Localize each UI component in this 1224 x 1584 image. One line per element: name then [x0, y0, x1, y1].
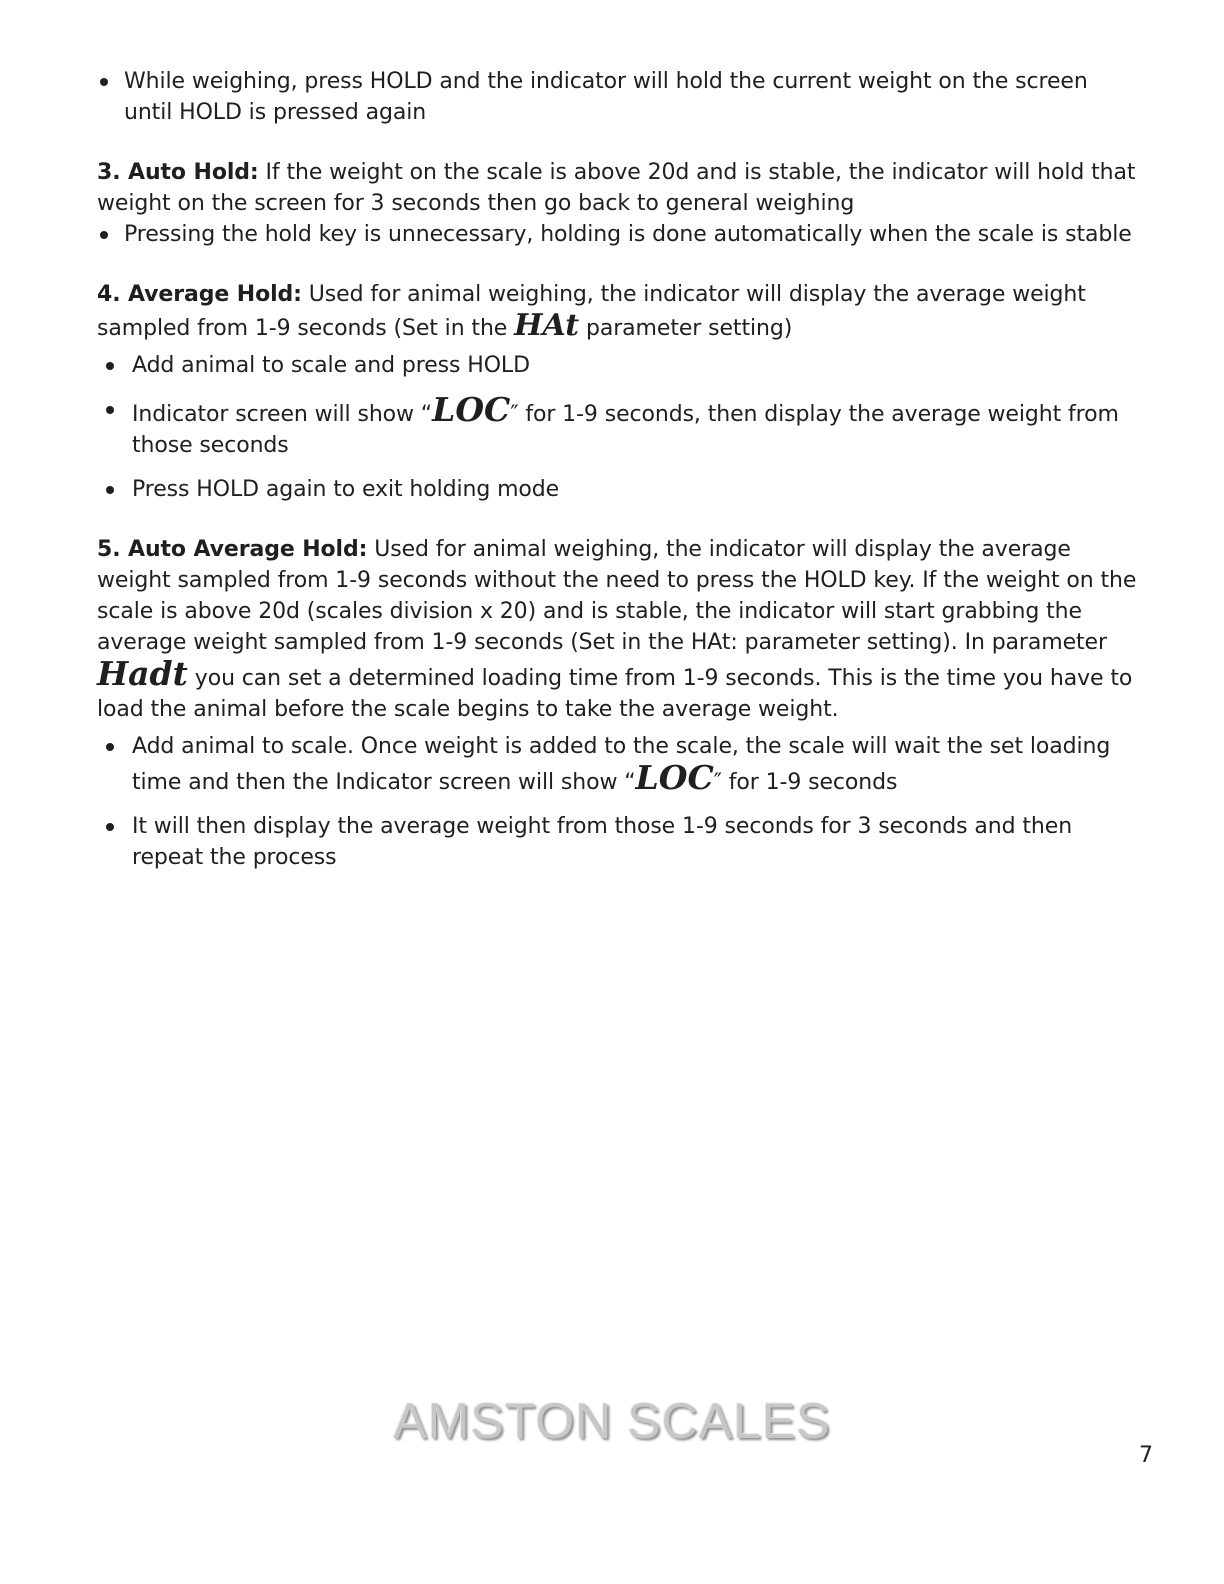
- display-code-loc: LOC: [432, 390, 511, 429]
- section-4-bullet-2-after: ″ for 1-9 seconds, then display the average weight from those seconds: [132, 402, 1119, 458]
- parameter-name-hat: HAt: [514, 308, 580, 343]
- display-code-loc: LOC: [635, 758, 714, 797]
- bullet-dot-icon: [106, 743, 114, 751]
- hold-bullet-list: [97, 66, 1138, 128]
- list-item: [97, 219, 1138, 250]
- page-number: 7: [1139, 1443, 1153, 1468]
- section-4-bullet-list: [97, 350, 1138, 505]
- watermark: AMSTON SCALES: [393, 1393, 831, 1449]
- section-5-bullet-1-after: ″ for 1-9 seconds: [713, 770, 898, 795]
- section-4-heading: 4. Average Hold:: [97, 282, 302, 307]
- section-3-bullet-text: Pressing the hold key is unnecessary, holding is done automatically when the scale is stable: [124, 222, 1132, 247]
- section-5-bullet-2: It will then display the average weight from those 1-9 seconds for 3 seconds and then repeat the process: [132, 814, 1073, 870]
- section-5-heading: 5. Auto Average Hold:: [97, 537, 368, 562]
- list-item: [97, 390, 1138, 461]
- section-4-body-after: parameter setting): [579, 316, 793, 341]
- list-item: [97, 731, 1138, 798]
- bullet-dot-icon: [106, 406, 114, 414]
- section-4-bullet-1: Add animal to scale and press HOLD: [132, 353, 530, 378]
- section-5-bullet-list: [97, 731, 1138, 873]
- list-item: [97, 350, 1138, 381]
- bullet-dot-icon: [106, 486, 114, 494]
- section-5-body-before: Used for animal weighing, the indicator will display the average weight sampled from 1-9 seconds without the need to press the HOLD key. If the weight on the scale is above 20d (scales division x 20) and is stable, the indicator will start grabbing the average weight sampled from 1-9 seconds (Set in the HAt: parameter setting). In parameter: [97, 537, 1137, 655]
- page-content: [97, 66, 1138, 873]
- hold-bullet-text: While weighing, press HOLD and the indicator will hold the current weight on the screen until HOLD is pressed again: [124, 69, 1088, 125]
- section-5-bullet-1-before: Add animal to scale. Once weight is added to the scale, the scale will wait the set loading time and then the Indicator screen will show “: [132, 734, 1111, 795]
- section-4-bullet-3: Press HOLD again to exit holding mode: [132, 477, 560, 502]
- parameter-name-hadt: Hadt: [97, 654, 188, 693]
- section-5-body-after: you can set a determined loading time from 1-9 seconds. This is the time you have to load the animal before the scale begins to take the average weight.: [97, 666, 1133, 722]
- section-3-bullet-list: [97, 219, 1138, 250]
- section-4-paragraph: [97, 279, 1138, 344]
- list-item: [97, 811, 1138, 873]
- list-item: [97, 66, 1138, 128]
- section-3-heading: 3. Auto Hold:: [97, 160, 259, 185]
- section-3-paragraph: [97, 157, 1138, 219]
- section-5-paragraph: [97, 534, 1138, 725]
- bullet-dot-icon: [106, 362, 114, 370]
- section-4-body-before: Used for animal weighing, the indicator will display the average weight sampled from 1-9 seconds (Set in the: [97, 282, 1086, 341]
- bullet-dot-icon: [100, 78, 108, 86]
- bullet-dot-icon: [100, 231, 108, 239]
- list-item: [97, 474, 1138, 505]
- section-3-body: If the weight on the scale is above 20d and is stable, the indicator will hold that weight on the screen for 3 seconds then go back to general weighing: [97, 160, 1136, 216]
- bullet-dot-icon: [106, 823, 114, 831]
- section-4-bullet-2-before: Indicator screen will show “: [132, 402, 433, 427]
